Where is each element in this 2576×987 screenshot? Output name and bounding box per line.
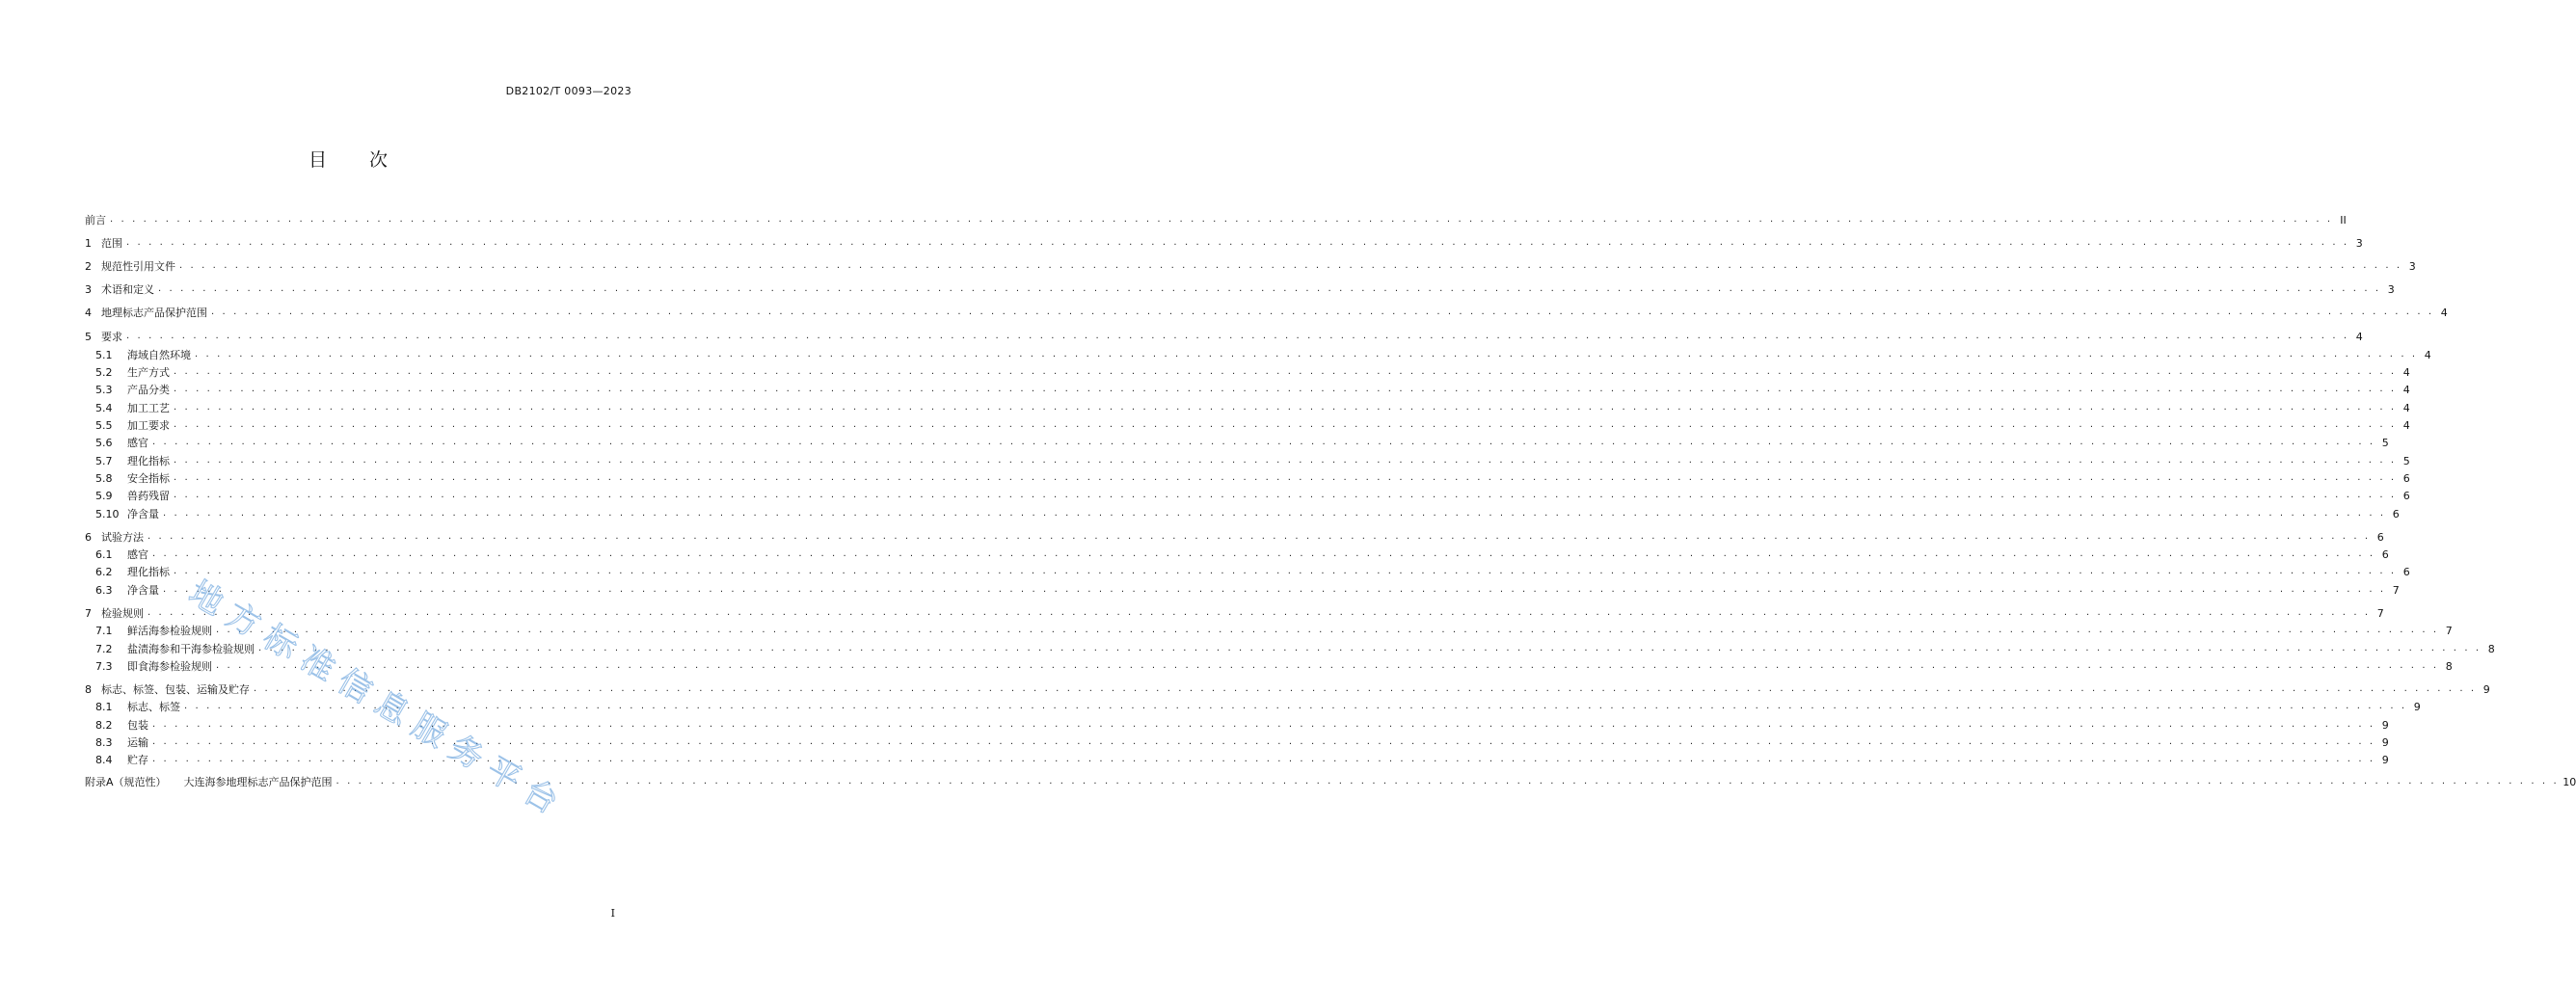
dot-leader: . . . . . . . . . . . . . . . . . . . . . . . . . . . . . . . . . . . . . . . . . . . . . . . . . . . . . . . . . . . . . . . . . . . . . . . . . . . . . . . . . . . . . . . . . . . . . . . . . . . . . . . . . . . . . . . . . . . . . . . . . . . . . . . . . . . . . . . . . . . . . . . . . . . . . . . . . . . . . . . . . . . . . . . . . . . . . . . . . . . . . . . . . . . . . . . . . . . . . . . . (179, 260, 2402, 271)
toc-entry-number: 5.10 (95, 507, 120, 520)
toc-entry-page: 6 (2381, 547, 2389, 561)
toc-entry-title: 净含量 (127, 508, 159, 520)
toc-entry-page: 4 (2424, 348, 2431, 361)
watermark-glyph: 信 (331, 661, 379, 712)
toc-entry[interactable] (95, 582, 2400, 598)
toc-entry[interactable] (85, 212, 2347, 227)
toc-entry-title: 即食海参检验规则 (127, 660, 212, 673)
dot-leader: . . . . . . . . . . . . . . . . . . . . . . . . . . . . . . . . . . . . . . . . . . . . . . . . . . . . . . . . . . . . . . . . . . . . . . . . . . . . . . . . . . . . . . . . . . . . . . . . . . . . . . . . . . . . . . . . . . . . . . . . . . . . . . . . . . . . . . . . . . . . . . . . . . . . . . . . . . . . . . . . . . . . . . . . . . . . . . . . . . . . . . . . . . . . . . . . . . . . . . . . (216, 660, 2439, 671)
toc-entry[interactable] (85, 258, 2416, 274)
watermark-glyph: 息 (367, 683, 416, 734)
toc-entry-page: 7 (2376, 606, 2384, 620)
dot-leader: . . . . . . . . . . . . . . . . . . . . . . . . . . . . . . . . . . . . . . . . . . . . . . . . . . . . . . . . . . . . . . . . . . . . . . . . . . . . . . . . . . . . . . . . . . . . . . . . . . . . . . . . . . . . . . . . . . . . . . . . . . . . . . . . . . . . . . . . . . . . . . . . . . . . . . . . . . . . . . . . . . . . . . . . . . . . . . . . . . . . . . . . . . . . . . . . . . . . . . . . (148, 607, 2371, 618)
toc-entry-page: 9 (2482, 682, 2490, 696)
watermark-glyph: 地 (182, 573, 230, 624)
toc-entry-title: 盐渍海参和干海参检验规则 (127, 643, 255, 655)
watermark-glyph: 平 (479, 749, 527, 800)
toc-entry-title: 标志、标签 (127, 701, 180, 713)
toc-entry-number: 附录A（规范性） (85, 776, 167, 788)
dot-leader: . . . . . . . . . . . . . . . . . . . . . . . . . . . . . . . . . . . . . . . . . . . . . . . . . . . . . . . . . . . . . . . . . . . . . . . . . . . . . . . . . . . . . . . . . . . . . . . . . . . . . . . . . . . . . . . . . . . . . . . . . . . . . . . . . . . . . . . . . . . . . . . . . . . . . . . . . . . . . . . . . . . . . . . . . . . . . . . . . . . . . . . . . . . . . . . . . . . . . . . . (174, 472, 2397, 483)
toc-entry[interactable] (95, 734, 2389, 750)
toc-entry-page: 3 (2355, 236, 2363, 250)
page-title: 目 次 (308, 149, 389, 171)
dot-leader: . . . . . . . . . . . . . . . . . . . . . . . . . . . . . . . . . . . . . . . . . . . . . . . . . . . . . . . . . . . . . . . . . . . . . . . . . . . . . . . . . . . . . . . . . . . . . . . . . . . . . . . . . . . . . . . . . . . . . . . . . . . . . . . . . . . . . . . . . . . . . . . . . . . . . . . . . . . . . . . . . . . . . . . . . . . . . . . . . . . . . . . . . . . . . . . . . . . . . . . . (174, 384, 2397, 394)
toc-entry-number: 4 (85, 306, 92, 319)
dot-leader: . . . . . . . . . . . . . . . . . . . . . . . . . . . . . . . . . . . . . . . . . . . . . . . . . . . . . . . . . . . . . . . . . . . . . . . . . . . . . . . . . . . . . . . . . . . . . . . . . . . . . . . . . . . . . . . . . . . . . . . . . . . . . . . . . . . . . . . . . . . . . . . . . . . . . . . . . . . . . . . . . . . . . . . . . . . . . . . . . . . . . . . . . . . . . . . . . . . . . . . . (158, 283, 2381, 294)
toc-entry-page: 8 (2445, 659, 2453, 673)
toc-entry-number: 7.1 (95, 624, 113, 637)
toc-entry[interactable] (85, 774, 2576, 789)
toc-entry-page: 9 (2381, 753, 2389, 766)
toc-entry[interactable] (95, 488, 2410, 503)
toc-entry-title: 包装 (127, 719, 148, 732)
toc-entry-page: 4 (2440, 306, 2448, 319)
toc-entry-title: 要求 (101, 331, 122, 343)
toc-entry-number: 8.2 (95, 718, 113, 732)
toc-entry-number: 5.6 (95, 436, 113, 449)
toc-entry[interactable] (85, 281, 2395, 297)
dot-leader: . . . . . . . . . . . . . . . . . . . . . . . . . . . . . . . . . . . . . . . . . . . . . . . . . . . . . . . . . . . . . . . . . . . . . . . . . . . . . . . . . . . . . . . . . . . . . . . . . . . . . . . . . . . . . . . . . . . . . . . . . . . . . . . . . . . . . . . . . . . . . . . . . . . . . . . . . . . . . . . . . . . . . . . . . . . . . . . . . . . . . . . . . . . . . . . . . . . . . . . . (211, 307, 2434, 317)
toc-entry-page: 5 (2402, 454, 2410, 467)
watermark-glyph: 台 (517, 771, 565, 822)
toc-entry-number: 6 (85, 530, 92, 544)
toc-entry[interactable] (85, 605, 2384, 621)
toc-entry-number: 8 (85, 682, 92, 696)
dot-leader: . . . . . . . . . . . . . . . . . . . . . . . . . . . . . . . . . . . . . . . . . . . . . . . . . . . . . . . . . . . . . . . . . . . . . . . . . . . . . . . . . . . . . . . . . . . . . . . . . . . . . . . . . . . . . . . . . . . . . . . . . . . . . . . . . . . . . . . . . . . . . . . . . . . . . . . . . . . . . . . . . . . . . . . . . . . . . . . . . . . . . . . . . . . . . . . . . . . . . . . . (174, 566, 2397, 576)
toc-entry-number: 8.1 (95, 700, 113, 713)
dot-leader: . . . . . . . . . . . . . . . . . . . . . . . . . . . . . . . . . . . . . . . . . . . . . . . . . . . . . . . . . . . . . . . . . . . . . . . . . . . . . . . . . . . . . . . . . . . . . . . . . . . . . . . . . . . . . . . . . . . . . . . . . . . . . . . . . . . . . . . . . . . . . . . . . . . . . . . . . . . . . . . . . . . . . . . . . . . . . . . . . . . . . . . . . . . . . . . . . . . . . . . . (152, 754, 2375, 764)
toc-entry-title: 地理标志产品保护范围 (101, 307, 207, 319)
toc-entry-title: 前言 (85, 214, 106, 227)
toc-entry-number: 7 (85, 606, 92, 620)
toc-entry[interactable] (95, 658, 2453, 674)
dot-leader: . . . . . . . . . . . . . . . . . . . . . . . . . . . . . . . . . . . . . . . . . . . . . . . . . . . . . . . . . . . . . . . . . . . . . . . . . . . . . . . . . . . . . . . . . . . . . . . . . . . . . . . . . . . . . . . . . . . . . . . . . . . . . . . . . . . . . . . . . . . . . . . . . . . . . . . . . . . . . . . . . . . . . . . . . . . . . . . . . . . . . . . . . . . . . . . . . . . . . . . . (110, 214, 2333, 225)
toc-entry-page: 4 (2402, 365, 2410, 379)
toc-entry-title: 大连海参地理标志产品保护范围 (183, 776, 333, 788)
toc-entry-title: 安全指标 (127, 472, 170, 485)
toc-entry[interactable] (95, 564, 2410, 579)
dot-leader: . . . . . . . . . . . . . . . . . . . . . . . . . . . . . . . . . . . . . . . . . . . . . . . . . . . . . . . . . . . . . . . . . . . . . . . . . . . . . . . . . . . . . . . . . . . . . . . . . . . . . . . . . . . . . . . . . . . . . . . . . . . . . . . . . . . . . . . . . . . . . . . . . . . . . . . . . . . . . . . . . . . . . . . . . . . . . . . . . . . . . . . . . . . . . . . . . . . . . . . . (258, 643, 2482, 654)
dot-leader: . . . . . . . . . . . . . . . . . . . . . . . . . . . . . . . . . . . . . . . . . . . . . . . . . . . . . . . . . . . . . . . . . . . . . . . . . . . . . . . . . . . . . . . . . . . . . . . . . . . . . . . . . . . . . . . . . . . . . . . . . . . . . . . . . . . . . . . . . . . . . . . . . . . . . . . . . . . . . . . . . . . . . . . . . . . . . . . . . . . . . . . . . . . . . . . . . . . . . . . . (174, 419, 2397, 430)
toc-entry-title: 贮存 (127, 754, 148, 766)
toc-entry-page: 6 (2402, 489, 2410, 502)
toc-entry-number: 7.3 (95, 659, 113, 673)
toc-entry-page: II (2340, 213, 2347, 227)
toc-entry-number: 5.1 (95, 348, 113, 361)
toc-entry-title: 理化指标 (127, 566, 170, 578)
toc-entry-page: 6 (2392, 507, 2400, 520)
toc-entry-number: 5.4 (95, 401, 113, 414)
toc-entry[interactable] (85, 305, 2448, 320)
watermark-glyph: 服 (405, 706, 453, 756)
dot-leader: . . . . . . . . . . . . . . . . . . . . . . . . . . . . . . . . . . . . . . . . . . . . . . . . . . . . . . . . . . . . . . . . . . . . . . . . . . . . . . . . . . . . . . . . . . . . . . . . . . . . . . . . . . . . . . . . . . . . . . . . . . . . . . . . . . . . . . . . . . . . . . . . . . . . . . . . . . . . . . . . . . . . . . . . . . . . . . . . . . . . . . . . . . . . . . . . . . . . . . . . (195, 349, 2418, 360)
toc-entry[interactable] (95, 382, 2410, 397)
toc-entry-title: 试验方法 (101, 531, 144, 544)
watermark-glyph: 务 (442, 728, 491, 778)
toc-entry[interactable] (95, 641, 2495, 656)
toc-entry[interactable] (95, 417, 2410, 433)
toc-entry-page: 9 (2381, 735, 2389, 749)
toc-entry-number: 6.1 (95, 547, 113, 561)
toc-entry-number: 6.2 (95, 565, 113, 578)
watermark-glyph: 方 (219, 595, 268, 646)
page-number: I (610, 907, 615, 920)
toc-entry-title: 感官 (127, 437, 148, 449)
toc-entry-title: 理化指标 (127, 455, 170, 467)
toc-entry-number: 8.3 (95, 735, 113, 749)
dot-leader: . . . . . . . . . . . . . . . . . . . . . . . . . . . . . . . . . . . . . . . . . . . . . . . . . . . . . . . . . . . . . . . . . . . . . . . . . . . . . . . . . . . . . . . . . . . . . . . . . . . . . . . . . . . . . . . . . . . . . . . . . . . . . . . . . . . . . . . . . . . . . . . . . . . . . . . . . . . . . . . . . . . . . . . . . . . . . . . . . . . . . . . . . . . . . . . . . . . . . . . . (174, 455, 2397, 466)
toc-entry-number: 5.2 (95, 365, 113, 379)
toc-entry-title: 范围 (101, 237, 122, 250)
toc-entry-number: 5.9 (95, 489, 113, 502)
toc-entry-page: 9 (2413, 700, 2421, 713)
toc-entry[interactable] (95, 506, 2400, 521)
toc-entry-number: 5.7 (95, 454, 113, 467)
toc-entry[interactable] (85, 329, 2363, 344)
toc-entry-number: 1 (85, 236, 92, 250)
dot-leader: . . . . . . . . . . . . . . . . . . . . . . . . . . . . . . . . . . . . . . . . . . . . . . . . . . . . . . . . . . . . . . . . . . . . . . . . . . . . . . . . . . . . . . . . . . . . . . . . . . . . . . . . . . . . . . . . . . . . . . . . . . . . . . . . . . . . . . . . . . . . . . . . . . . . . . . . . . . . . . . . . . . . . . . . . . . . . . . . . . . . . . . . . . . . . . . . . . . . . . . . (152, 548, 2375, 559)
dot-leader: . . . . . . . . . . . . . . . . . . . . . . . . . . . . . . . . . . . . . . . . . . . . . . . . . . . . . . . . . . . . . . . . . . . . . . . . . . . . . . . . . . . . . . . . . . . . . . . . . . . . . . . . . . . . . . . . . . . . . . . . . . . . . . . . . . . . . . . . . . . . . . . . . . . . . . . . . . . . . . . . . . . . . . . . . . . . . . . . . . . . . . . . . . . . . . . . . . . . . . . . (216, 625, 2439, 635)
toc-entry[interactable] (95, 547, 2389, 562)
dot-leader: . . . . . . . . . . . . . . . . . . . . . . . . . . . . . . . . . . . . . . . . . . . . . . . . . . . . . . . . . . . . . . . . . . . . . . . . . . . . . . . . . . . . . . . . . . . . . . . . . . . . . . . . . . . . . . . . . . . . . . . . . . . . . . . . . . . . . . . . . . . . . . . . . . . . . . . . . . . . . . . . . . . . . . . . . . . . . . . . . . . . . . . . . . . . . . . . . . . . . . . . (174, 402, 2397, 413)
toc-entry-number: 5.8 (95, 471, 113, 485)
toc-entry[interactable] (85, 681, 2490, 697)
toc-entry-page: 3 (2387, 282, 2395, 296)
toc-entry-title: 鲜活海参检验规则 (127, 625, 212, 637)
dot-leader: . . . . . . . . . . . . . . . . . . . . . . . . . . . . . . . . . . . . . . . . . . . . . . . . . . . . . . . . . . . . . . . . . . . . . . . . . . . . . . . . . . . . . . . . . . . . . . . . . . . . . . . . . . . . . . . . . . . . . . . . . . . . . . . . . . . . . . . . . . . . . . . . . . . . . . . . . . . . . . . . . . . . . . . . . . . . . . . . . . . . . . . . . . . . . . . . . . . . . . . . (126, 237, 2349, 248)
document-code: DB2102/T 0093—2023 (505, 85, 631, 97)
toc-entry-page: 10 (2563, 775, 2576, 788)
watermark-glyph: 标 (256, 617, 305, 668)
toc-entry-page: 3 (2408, 259, 2416, 273)
toc-entry-page: 8 (2487, 642, 2495, 655)
toc-entry[interactable] (95, 717, 2389, 733)
dot-leader: . . . . . . . . . . . . . . . . . . . . . . . . . . . . . . . . . . . . . . . . . . . . . . . . . . . . . . . . . . . . . . . . . . . . . . . . . . . . . . . . . . . . . . . . . . . . . . . . . . . . . . . . . . . . . . . . . . . . . . . . . . . . . . . . . . . . . . . . . . . . . . . . . . . . . . . . . . . . . . . . . . . . . . . . . . . . . . . . . . . . . . . . . . . . . . . . . . . . . . . . (148, 531, 2371, 542)
toc-entry-page: 7 (2445, 624, 2453, 637)
toc-entry-title: 加工要求 (127, 419, 170, 432)
toc-entry-page: 4 (2402, 383, 2410, 396)
dot-leader: . . . . . . . . . . . . . . . . . . . . . . . . . . . . . . . . . . . . . . . . . . . . . . . . . . . . . . . . . . . . . . . . . . . . . . . . . . . . . . . . . . . . . . . . . . . . . . . . . . . . . . . . . . . . . . . . . . . . . . . . . . . . . . . . . . . . . . . . . . . . . . . . . . . . . . . . . . . . . . . . . . . . . . . . . . . . . . . . . . . . . . . . . . . . . . . . . . . . . . . . (335, 776, 2560, 787)
dot-leader: . . . . . . . . . . . . . . . . . . . . . . . . . . . . . . . . . . . . . . . . . . . . . . . . . . . . . . . . . . . . . . . . . . . . . . . . . . . . . . . . . . . . . . . . . . . . . . . . . . . . . . . . . . . . . . . . . . . . . . . . . . . . . . . . . . . . . . . . . . . . . . . . . . . . . . . . . . . . . . . . . . . . . . . . . . . . . . . . . . . . . . . . . . . . . . . . . . . . . . . . (184, 701, 2407, 711)
toc-entry-page: 5 (2381, 436, 2389, 449)
toc-entry[interactable] (85, 235, 2363, 251)
toc-entry[interactable] (95, 623, 2453, 638)
dot-leader: . . . . . . . . . . . . . . . . . . . . . . . . . . . . . . . . . . . . . . . . . . . . . . . . . . . . . . . . . . . . . . . . . . . . . . . . . . . . . . . . . . . . . . . . . . . . . . . . . . . . . . . . . . . . . . . . . . . . . . . . . . . . . . . . . . . . . . . . . . . . . . . . . . . . . . . . . . . . . . . . . . . . . . . . . . . . . . . . . . . . . . . . . . . . . . . . . . . . . . . . (152, 437, 2375, 447)
toc-entry[interactable] (85, 529, 2384, 545)
toc-entry[interactable] (95, 470, 2410, 486)
toc-entry-page: 4 (2355, 330, 2363, 343)
toc-entry-title: 运输 (127, 736, 148, 749)
toc-entry-title: 生产方式 (127, 366, 170, 379)
toc-entry-number: 2 (85, 259, 92, 273)
toc-entry-title: 感官 (127, 548, 148, 561)
toc-entry[interactable] (95, 347, 2431, 362)
toc-entry[interactable] (95, 364, 2410, 380)
toc-entry-title: 加工工艺 (127, 402, 170, 414)
toc-entry-page: 6 (2376, 530, 2384, 544)
toc-entry-title: 产品分类 (127, 384, 170, 396)
toc-entry[interactable] (95, 752, 2389, 767)
toc-entry-number: 6.3 (95, 583, 113, 597)
dot-leader: . . . . . . . . . . . . . . . . . . . . . . . . . . . . . . . . . . . . . . . . . . . . . . . . . . . . . . . . . . . . . . . . . . . . . . . . . . . . . . . . . . . . . . . . . . . . . . . . . . . . . . . . . . . . . . . . . . . . . . . . . . . . . . . . . . . . . . . . . . . . . . . . . . . . . . . . . . . . . . . . . . . . . . . . . . . . . . . . . . . . . . . . . . . . . . . . . . . . . . . . (163, 584, 2386, 595)
toc-entry-page: 9 (2381, 718, 2389, 732)
toc-entry-page: 6 (2402, 471, 2410, 485)
toc-entry-number: 7.2 (95, 642, 113, 655)
toc-entry-title: 标志、标签、包装、运输及贮存 (101, 683, 250, 696)
dot-leader: . . . . . . . . . . . . . . . . . . . . . . . . . . . . . . . . . . . . . . . . . . . . . . . . . . . . . . . . . . . . . . . . . . . . . . . . . . . . . . . . . . . . . . . . . . . . . . . . . . . . . . . . . . . . . . . . . . . . . . . . . . . . . . . . . . . . . . . . . . . . . . . . . . . . . . . . . . . . . . . . . . . . . . . . . . . . . . . . . . . . . . . . . . . . . . . . . . . . . . . . (163, 508, 2386, 519)
dot-leader: . . . . . . . . . . . . . . . . . . . . . . . . . . . . . . . . . . . . . . . . . . . . . . . . . . . . . . . . . . . . . . . . . . . . . . . . . . . . . . . . . . . . . . . . . . . . . . . . . . . . . . . . . . . . . . . . . . . . . . . . . . . . . . . . . . . . . . . . . . . . . . . . . . . . . . . . . . . . . . . . . . . . . . . . . . . . . . . . . . . . . . . . . . . . . . . . . . . . . . . . (126, 331, 2349, 341)
toc-entry-title: 海域自然环境 (127, 349, 191, 361)
watermark-glyph: 准 (293, 639, 342, 690)
toc-entry[interactable] (95, 699, 2421, 714)
toc-entry-title: 净含量 (127, 584, 159, 597)
toc-entry[interactable] (95, 453, 2410, 468)
toc-entry-page: 7 (2392, 583, 2400, 597)
toc-entry-title: 检验规则 (101, 607, 144, 620)
dot-leader: . . . . . . . . . . . . . . . . . . . . . . . . . . . . . . . . . . . . . . . . . . . . . . . . . . . . . . . . . . . . . . . . . . . . . . . . . . . . . . . . . . . . . . . . . . . . . . . . . . . . . . . . . . . . . . . . . . . . . . . . . . . . . . . . . . . . . . . . . . . . . . . . . . . . . . . . . . . . . . . . . . . . . . . . . . . . . . . . . . . . . . . . . . . . . . . . . . . . . . . . (174, 490, 2397, 500)
toc-entry-page: 4 (2402, 401, 2410, 414)
toc-entry-title: 术语和定义 (101, 283, 154, 296)
dot-leader: . . . . . . . . . . . . . . . . . . . . . . . . . . . . . . . . . . . . . . . . . . . . . . . . . . . . . . . . . . . . . . . . . . . . . . . . . . . . . . . . . . . . . . . . . . . . . . . . . . . . . . . . . . . . . . . . . . . . . . . . . . . . . . . . . . . . . . . . . . . . . . . . . . . . . . . . . . . . . . . . . . . . . . . . . . . . . . . . . . . . . . . . . . . . . . . . . . . . . . . . (254, 683, 2477, 694)
dot-leader: . . . . . . . . . . . . . . . . . . . . . . . . . . . . . . . . . . . . . . . . . . . . . . . . . . . . . . . . . . . . . . . . . . . . . . . . . . . . . . . . . . . . . . . . . . . . . . . . . . . . . . . . . . . . . . . . . . . . . . . . . . . . . . . . . . . . . . . . . . . . . . . . . . . . . . . . . . . . . . . . . . . . . . . . . . . . . . . . . . . . . . . . . . . . . . . . . . . . . . . . (152, 736, 2375, 747)
toc-entry[interactable] (95, 435, 2389, 450)
toc-entry-number: 5.5 (95, 418, 113, 432)
dot-leader: . . . . . . . . . . . . . . . . . . . . . . . . . . . . . . . . . . . . . . . . . . . . . . . . . . . . . . . . . . . . . . . . . . . . . . . . . . . . . . . . . . . . . . . . . . . . . . . . . . . . . . . . . . . . . . . . . . . . . . . . . . . . . . . . . . . . . . . . . . . . . . . . . . . . . . . . . . . . . . . . . . . . . . . . . . . . . . . . . . . . . . . . . . . . . . . . . . . . . . . . (174, 366, 2397, 377)
toc-entry-page: 4 (2402, 418, 2410, 432)
toc-entry-number: 8.4 (95, 753, 113, 766)
toc-entry-title: 规范性引用文件 (101, 260, 175, 273)
toc-entry-number: 5 (85, 330, 92, 343)
dot-leader: . . . . . . . . . . . . . . . . . . . . . . . . . . . . . . . . . . . . . . . . . . . . . . . . . . . . . . . . . . . . . . . . . . . . . . . . . . . . . . . . . . . . . . . . . . . . . . . . . . . . . . . . . . . . . . . . . . . . . . . . . . . . . . . . . . . . . . . . . . . . . . . . . . . . . . . . . . . . . . . . . . . . . . . . . . . . . . . . . . . . . . . . . . . . . . . . . . . . . . . . (152, 719, 2375, 730)
toc-entry-page: 6 (2402, 565, 2410, 578)
toc-entry-number: 3 (85, 282, 92, 296)
toc-entry-number: 5.3 (95, 383, 113, 396)
toc-entry[interactable] (95, 400, 2410, 415)
toc-entry-title: 兽药残留 (127, 490, 170, 502)
